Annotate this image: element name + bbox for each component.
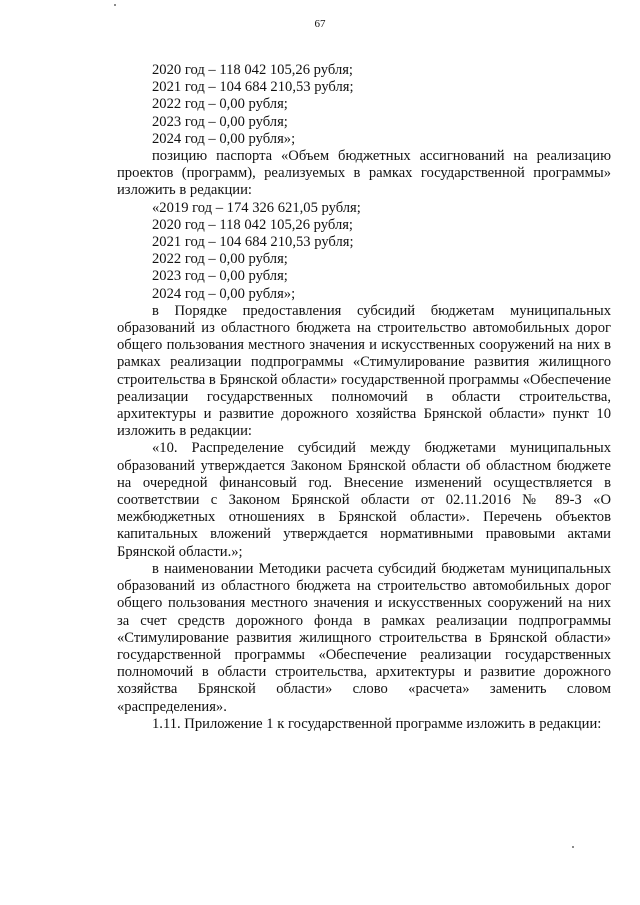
paragraph-methodology: в наименовании Методики расчета субсидий бюджетам муниципальных образований из областного бюджета на строительство автомобильных дорог общего пользования местного значения и искусственных сооружений на них за счет средств дорожного фонда в рамках реализации подпрограммы «Стимулирование развития жилищного строительства в Брянской области» государственной программы «Обеспечение реализации государственных полномочий в области строительства, архитектуры и развитие дорожного хозяйства Брянской области» слово «расчета» заменить словом «распределения». xyxy=(117,560,611,715)
paragraph-subsidy-order: в Порядке предоставления субсидий бюджетам муниципальных образований из областного бюджета на строительство автомобильных дорог общего пользования местного значения и искусственных сооружений на них в рамках реализации подпрограммы «Стимулирование развития жилищного строительства в Брянской области» государственной программы «Обеспечение реализации государственных полномочий в области строительства, архитектуры и развитие дорожного хозяйства Брянской области» пункт 10 изложить в редакции: xyxy=(117,302,611,440)
budget-line: 2022 год – 0,00 рубля; xyxy=(152,251,288,268)
budget-line: 2023 год – 0,00 рубля; xyxy=(152,268,288,285)
budget-line: 2023 год – 0,00 рубля; xyxy=(152,113,288,130)
budget-line: 2024 год – 0,00 рубля»; xyxy=(152,130,296,147)
budget-line: 2020 год – 118 042 105,26 рубля; xyxy=(152,62,353,78)
paragraph-item-10: «10. Распределение субсидий между бюджетами муниципальных образований утверждается Законом Брянской области об областном бюджете на очередной финансовый год. Внесение изменений осуществляется в соответствии с Законом Брянской области от 02.11.2016 № 89-З «О межбюджетных отношениях в Брянской области». Перечень объектов капитальных вложений утверждается нормативными правовыми актами Брянской области.»; xyxy=(117,440,611,560)
scan-speck xyxy=(114,4,116,6)
budget-line: 2021 год – 104 684 210,53 рубля; xyxy=(152,79,354,96)
budget-line: 2024 год – 0,00 рубля»; xyxy=(152,285,296,302)
paragraph-1-11: 1.11. Приложение 1 к государственной программе изложить в редакции: xyxy=(152,715,602,732)
budget-line: «2019 год – 174 326 621,05 рубля; xyxy=(152,199,361,216)
budget-line: 2020 год – 118 042 105,26 рубля; xyxy=(152,216,353,233)
scan-speck xyxy=(572,846,574,848)
page-number: 67 xyxy=(314,18,326,30)
paragraph-passport-position: позицию паспорта «Объем бюджетных ассигнований на реализацию проектов (программ), реализуемых в рамках государственной программы» изложить в редакции: xyxy=(117,148,611,199)
budget-line: 2022 год – 0,00 рубля; xyxy=(152,96,288,113)
budget-line: 2021 год – 104 684 210,53 рубля; xyxy=(152,234,354,251)
document-body xyxy=(117,62,611,733)
